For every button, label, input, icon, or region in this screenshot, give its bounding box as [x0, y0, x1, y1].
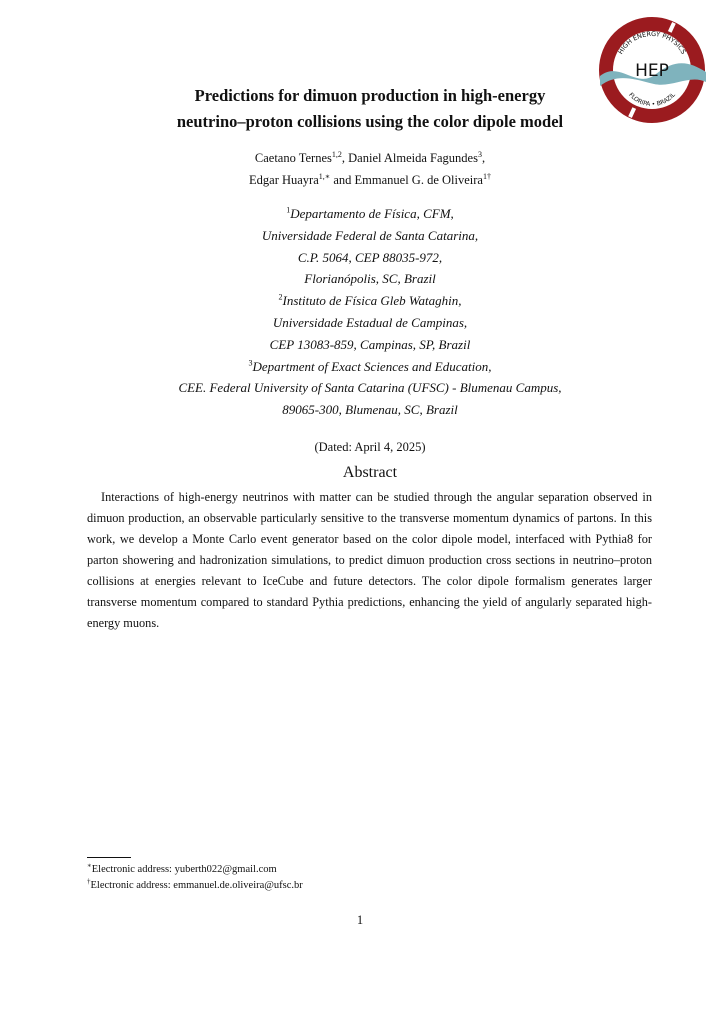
author-affil-sup: 3: [477, 149, 482, 159]
affiliation-line: Florianópolis, SC, Brazil: [304, 271, 436, 287]
title-line-1: Predictions for dimuon production in high-energy: [194, 86, 546, 105]
author-mark: ,∗: [322, 171, 331, 181]
affiliation-line: $^1$Departamento de Física, CFM,: [286, 205, 454, 221]
affiliation-line: $^3$Department of Exact Sciences and Education,: [248, 358, 492, 374]
abstract-heading: Abstract: [342, 464, 398, 481]
footnote-item: [87, 862, 303, 878]
logo-top-text: HIGH ENERGY PHYSICS: [616, 29, 688, 56]
footnote-rule: [87, 857, 131, 858]
author-line-2: [100, 169, 640, 191]
author-separator: ,: [481, 151, 486, 165]
affiliation-line: CEE. Federal University of Santa Catarina (UFSC) - Blumenau Campus,: [178, 380, 562, 396]
author-affil-sup: 1: [318, 171, 323, 181]
affiliation-sup: 1: [286, 205, 291, 215]
author-separator: and: [330, 173, 355, 187]
author-name: Edgar Huayra: [249, 173, 319, 187]
title-line-2: neutrino–proton collisions using the color dipole model: [176, 112, 564, 131]
footnote-item: [87, 878, 303, 894]
author-list: [100, 147, 640, 191]
abstract-text: Interactions of high-energy neutrinos with matter can be studied through the angular separation observed in dimuon production, an observable particularly sensitive to the transverse momentum dynamics of partons. In this work, we develop a Monte Carlo event generator based on the color dipole model, interfaced with Pythia8 for parton showering and hadronization simulations, to predict dimuon production cross sections in neutrino–proton collisions at energies relevant to IceCube and future detectors. The color dipole formalism generates larger transverse momentum compared to standard Pythia predictions, enhancing the yield of angularly separated high-energy muons.: [87, 490, 652, 630]
footnote-text: Electronic address: yuberth022@gmail.com: [91, 864, 277, 875]
affiliation-line: C.P. 5064, CEP 88035-972,: [297, 249, 443, 265]
author-affil-sup: 1,2: [331, 149, 342, 159]
author-affil-sup: 1†: [482, 171, 491, 181]
affiliation-sup: 3: [248, 358, 253, 368]
affiliation-line: Universidade Federal de Santa Catarina,: [261, 227, 479, 243]
affiliation-sup: 2: [278, 292, 283, 302]
footnote-text: Electronic address: emmanuel.de.oliveira@ufsc.br: [90, 880, 303, 891]
affiliations: [100, 203, 640, 421]
footnote-mark: †: [87, 877, 91, 886]
footnotes: [87, 862, 303, 894]
footnote-mark: ∗: [87, 861, 92, 870]
page-number: 1: [356, 913, 364, 927]
author-name: Emmanuel G. de Oliveira: [354, 173, 483, 187]
author-name: Caetano Ternes: [254, 151, 332, 165]
affiliation-line: 89065-300, Blumenau, SC, Brazil: [282, 402, 458, 418]
affiliation-line: $^2$Instituto de Física Gleb Wataghin,: [278, 292, 462, 309]
author-name: Daniel Almeida Fagundes: [348, 151, 478, 165]
logo-center-text: HEP: [635, 61, 669, 81]
paper-title: [70, 83, 670, 135]
logo-bottom-text: FLORIPA • BRAZIL: [627, 91, 677, 109]
affiliation-line: CEP 13083-859, Campinas, SP, Brazil: [269, 336, 471, 352]
affiliation-line: Universidade Estadual de Campinas,: [272, 314, 468, 330]
dated-line: (Dated: April 4, 2025): [314, 440, 426, 454]
author-line-1: [100, 147, 640, 169]
author-separator: ,: [341, 151, 349, 165]
